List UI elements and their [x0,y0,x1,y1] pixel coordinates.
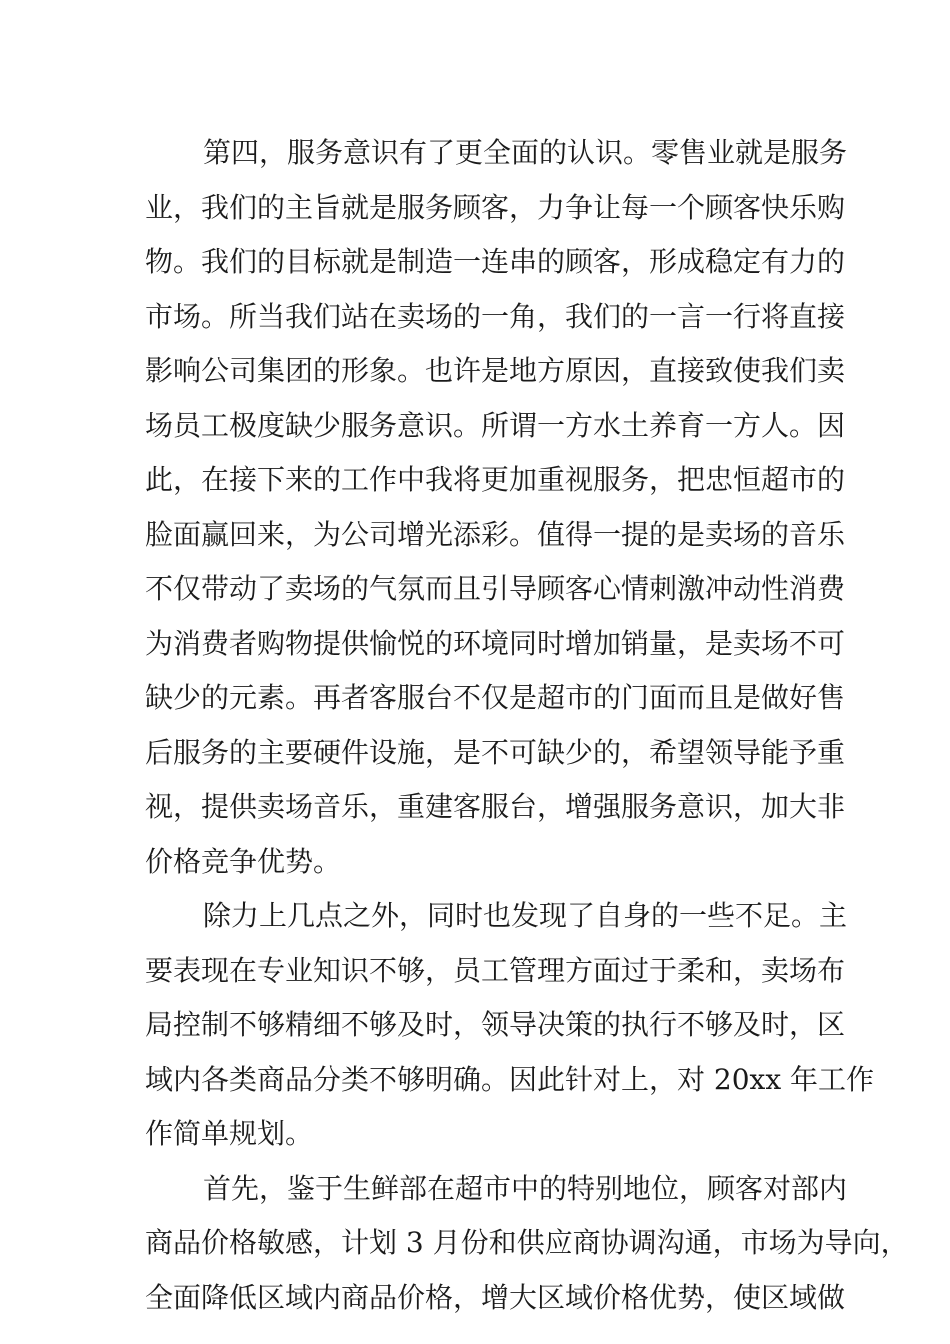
paragraph-1-line-13: 视，提供卖场音乐，重建客服台，增强服务意识，加大非 [145,790,846,823]
paragraph-1-line-14: 价格竞争优势。 [145,844,342,878]
paragraph-1-line-2: 业，我们的主旨就是服务顾客，力争让每一个顾客快乐购 [145,190,846,224]
paragraph-1-line-7: 此，在接下来的工作中我将更加重视服务，把忠恒超市的 [145,463,846,496]
paragraph-1-line-5: 影响公司集团的形象。也许是地方原因，直接致使我们卖 [145,354,846,387]
document-body [145,126,909,1325]
paragraph-1-line-9: 不仅带动了卖场的气氛而且引导顾客心情刺激冲动性消费 [145,572,846,605]
paragraph-2-line-5: 作简单规划。 [145,1117,314,1150]
paragraph-1-line-8: 脸面赢回来，为公司增光添彩。值得一提的是卖场的音乐 [145,517,846,551]
paragraph-3-line-2: 商品价格敏感，计划 3 月份和供应商协调沟通，市场为导向， [145,1226,909,1259]
paragraph-1-line-4: 市场。所当我们站在卖场的一角，我们的一言一行将直接 [145,299,846,333]
paragraph-1-line-10: 为消费者购物提供愉悦的环境同时增加销量，是卖场不可 [145,626,846,660]
paragraph-2-line-2: 要表现在专业知识不够，员工管理方面过于柔和，卖场布 [145,953,846,987]
paragraph-3-line-3: 全面降低区域内商品价格，增大区域价格优势，使区域做 [145,1280,846,1314]
paragraph-2-line-3: 局控制不够精细不够及时，领导决策的执行不够及时，区 [145,1008,846,1041]
paragraph-1-line-1: 第四，服务意识有了更全面的认识。零售业就是服务 [203,136,848,169]
paragraph-1-line-6: 场员工极度缺少服务意识。所谓一方水土养育一方人。因 [145,408,846,442]
paragraph-2-line-4: 域内各类商品分类不够明确。因此针对上，对 20xx 年工作 [145,1062,875,1096]
paragraph-1-line-3: 物。我们的目标就是制造一连串的顾客，形成稳定有力的 [145,245,846,278]
paragraph-1-line-11: 缺少的元素。再者客服台不仅是超市的门面而且是做好售 [145,681,846,714]
paragraph-3-line-1: 首先，鉴于生鲜部在超市中的特别地位，顾客对部内 [203,1171,848,1205]
paragraph-2-line-1: 除力上几点之外，同时也发现了自身的一些不足。主 [203,899,848,932]
paragraph-1-line-12: 后服务的主要硬件设施，是不可缺少的，希望领导能予重 [145,735,846,769]
